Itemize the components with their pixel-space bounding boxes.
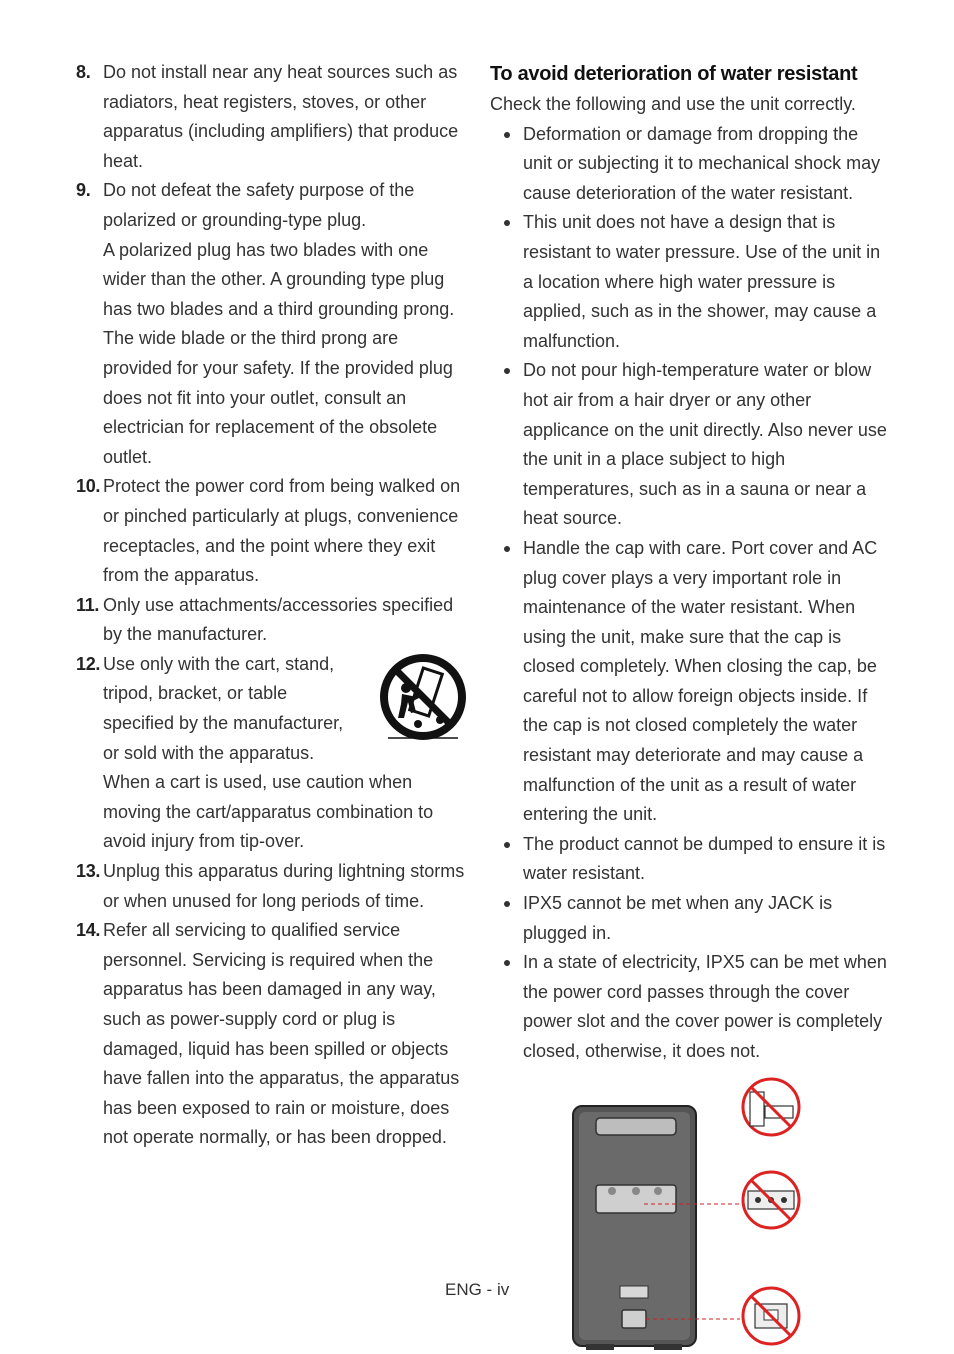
instruction-item-14 <box>76 916 468 1153</box>
item-text: Unplug this apparatus during lightning storms or when unused for long periods of time. <box>103 861 465 911</box>
bullet-item <box>490 948 890 1066</box>
port-jack-icon <box>654 1187 662 1195</box>
item-number: 11. <box>76 594 100 615</box>
item-text-line: or sold with the apparatus. <box>103 742 315 763</box>
bullet-text: In a state of electricity, IPX5 can be met when the power cord passes through the cover power slot and the cover power is completely closed, otherwise, it does not. <box>523 952 887 1061</box>
bullet-dot-icon <box>504 132 510 138</box>
bullet-item <box>490 534 890 830</box>
port-jack-icon <box>632 1187 640 1195</box>
bullet-item <box>490 889 890 948</box>
handle-slot <box>596 1118 676 1135</box>
item-number: 9. <box>76 180 91 201</box>
speaker-foot <box>586 1344 614 1350</box>
bullet-dot-icon <box>504 220 510 226</box>
item-number: 14. <box>76 920 101 941</box>
no-open-port-icon <box>743 1172 799 1228</box>
instruction-item-9 <box>76 176 468 472</box>
bullet-dot-icon <box>504 842 510 848</box>
bullet-text: This unit does not have a design that is resistant to water pressure. Use of the unit in a location where high water pressure is applied, such as in the shower, may cause a malfunction. <box>523 212 881 351</box>
port-jack-icon <box>608 1187 616 1195</box>
item-number: 8. <box>76 62 91 82</box>
speaker-panel <box>579 1112 690 1340</box>
bullet-item <box>490 208 890 356</box>
instruction-item-8 <box>76 58 468 176</box>
instruction-item-12 <box>76 650 468 857</box>
cart-tip-over-warning-icon <box>378 652 468 742</box>
bullet-dot-icon <box>504 960 510 966</box>
bullet-dot-icon <box>504 546 510 552</box>
no-open-power-cover-icon <box>743 1288 799 1344</box>
bullet-text: The product cannot be dumped to ensure it is water resistant. <box>523 833 886 884</box>
water-resistance-bullets <box>490 120 890 1067</box>
bullet-dot-icon <box>504 901 510 907</box>
item-text-line: Use only with the cart, stand, <box>103 653 335 674</box>
bullet-text: Handle the cap with care. Port cover and AC plug cover plays a very important role in maintenance of the water resistant. When using the unit, make sure that the cap is closed completely. When closing the cap, be careful not to allow foreign objects inside. If the cap is not closed completely the water resistant may deteriorate and may cause a malfunction of the unit as a result of water entering the unit. <box>523 537 878 825</box>
bullet-item <box>490 830 890 889</box>
no-hair-dryer-icon <box>743 1079 799 1135</box>
water-resistance-section <box>490 58 890 1067</box>
bullet-item <box>490 356 890 534</box>
instruction-item-13 <box>76 857 468 916</box>
item-text-line: specified by the manufacturer, <box>103 713 344 734</box>
section-heading: To avoid deterioration of water resistant <box>490 63 858 85</box>
item-text: Protect the power cord from being walked on or pinched particularly at plugs, convenience receptacles, and the point where they exit from the apparatus. <box>103 476 461 586</box>
rating-label <box>620 1286 648 1298</box>
power-cover <box>622 1310 646 1328</box>
section-intro: Check the following and use the unit correctly. <box>490 94 856 114</box>
item-text: Do not defeat the safety purpose of the polarized or grounding-type plug. <box>103 180 415 230</box>
speaker-foot <box>654 1344 682 1350</box>
item-text: When a cart is used, use caution when moving the cart/apparatus combination to avoid injury from tip-over. <box>103 772 434 852</box>
bullet-text: Deformation or damage from dropping the unit or subjecting it to mechanical shock may cause deterioration of the water resistant. <box>523 123 881 203</box>
item-text: Do not install near any heat sources such as radiators, heat registers, stoves, or other apparatus (including amplifiers) that produce heat. <box>103 62 459 171</box>
bullet-text: Do not pour high-temperature water or blow hot air from a hair dryer or any other applicance on the unit directly. Also never use the unit in a place subject to high temperatures, such as in a sauna or near a heat source. <box>523 360 887 529</box>
instruction-item-11 <box>76 591 468 650</box>
item-text: Only use attachments/accessories specified by the manufacturer. <box>103 594 454 645</box>
item-text-line: tripod, bracket, or table <box>103 683 288 704</box>
speaker-port-cover-illustration <box>560 1070 820 1354</box>
bullet-text: IPX5 cannot be met when any JACK is plugged in. <box>523 893 833 943</box>
item-text: Refer all servicing to qualified service personnel. Servicing is required when the apparatus has been damaged in any way, such as power-supply cord or plug is damaged, liquid has been spilled or objects have fallen into the apparatus, the apparatus has been exposed to rain or moisture, does not operate normally, or has been dropped. <box>103 920 460 1148</box>
instruction-item-10 <box>76 472 468 590</box>
bullet-item <box>490 120 890 209</box>
item-text: A polarized plug has two blades with one wider than the other. A grounding type plug has two blades and a third grounding prong. The wide blade or the third prong are provided for your safety. If the provided plug does not fit into your outlet, consult an electrician for replacement of the obsolete outlet. <box>103 239 455 467</box>
safety-instructions-list <box>76 58 468 1153</box>
item-number: 12. <box>76 653 101 674</box>
page-number: ENG - iv <box>445 1280 510 1299</box>
bullet-dot-icon <box>504 368 510 374</box>
item-number: 13. <box>76 861 101 882</box>
item-number: 10. <box>76 476 101 497</box>
